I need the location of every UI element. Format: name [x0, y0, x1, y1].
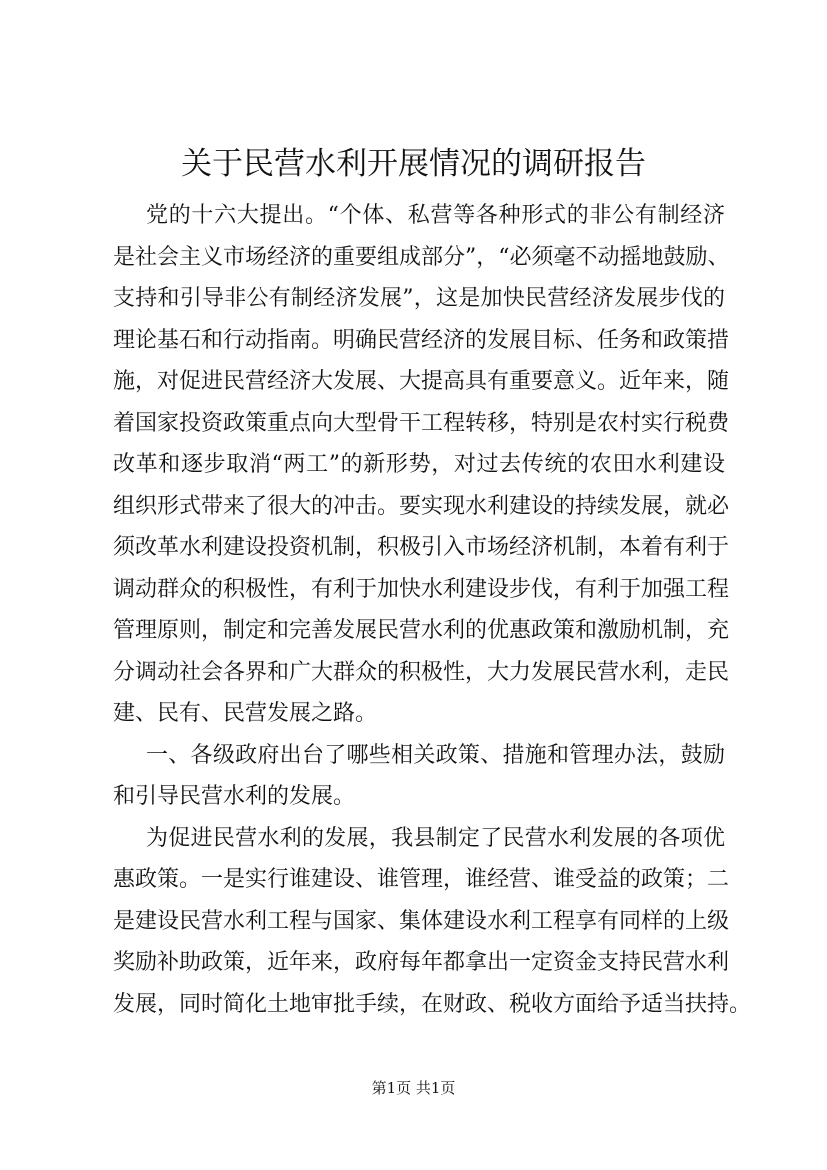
paragraph-line: 分调动社会各界和广大群众的积极性，大力发展民营水利，走民: [113, 659, 730, 685]
paragraph-line: 发展，同时简化土地审批手续，在财政、税收方面给予适当扶持。: [113, 991, 752, 1017]
paragraph-line: 调动群众的积极性，有利于加快水利建设步伐，有利于加强工程: [113, 576, 730, 602]
paragraph-line: 党的十六大提出。“个体、私营等各种形式的非公有制经济: [146, 203, 725, 228]
paragraph-line: 支持和引导非公有制经济发展”，这是加快民营经济发展步伐的: [113, 286, 725, 311]
section-heading-line: 一、各级政府出台了哪些相关政策、措施和管理办法，鼓励: [146, 742, 725, 768]
paragraph-line: 着国家投资政策重点向大型骨干工程转移，特别是农村实行税费: [113, 410, 730, 436]
paragraph-line: 是社会主义市场经济的重要组成部分”，“必须毫不动摇地鼓励、: [113, 244, 730, 270]
document-body: [113, 195, 752, 1025]
section-heading-line: 和引导民营水利的发展。: [113, 784, 356, 809]
paragraph-line: 建、民有、民营发展之路。: [113, 701, 378, 726]
paragraph-line: 奖励补助政策，近年来，政府每年都拿出一定资金支持民营水利: [113, 950, 730, 975]
document-title: 关于民营水利开展情况的调研报告: [181, 146, 646, 182]
paragraph-line: 改革和逐步取消“两工”的新形势，对过去传统的农田水利建设: [113, 452, 725, 477]
paragraph-line: 组织形式带来了很大的冲击。要实现水利建设的持续发展，就必: [113, 493, 730, 519]
paragraph-line: 施，对促进民营经济大发展、大提高具有重要意义。近年来，随: [113, 369, 730, 394]
paragraph-line: 理论基石和行动指南。明确民营经济的发展目标、任务和政策措: [113, 327, 730, 353]
paragraph-line: 须改革水利建设投资机制，积极引入市场经济机制，本着有利于: [113, 535, 730, 560]
page-footer: 第1页 共1页: [371, 1079, 456, 1097]
paragraph-line: 惠政策。一是实行谁建设、谁管理，谁经营、谁受益的政策；二: [113, 867, 730, 892]
paragraph-line: 为促进民营水利的发展，我县制定了民营水利发展的各项优: [146, 825, 725, 851]
paragraph-line: 管理原则，制定和完善发展民营水利的优惠政策和激励机制，充: [113, 618, 730, 643]
paragraph-line: 是建设民营水利工程与国家、集体建设水利工程享有同样的上级: [113, 908, 730, 934]
